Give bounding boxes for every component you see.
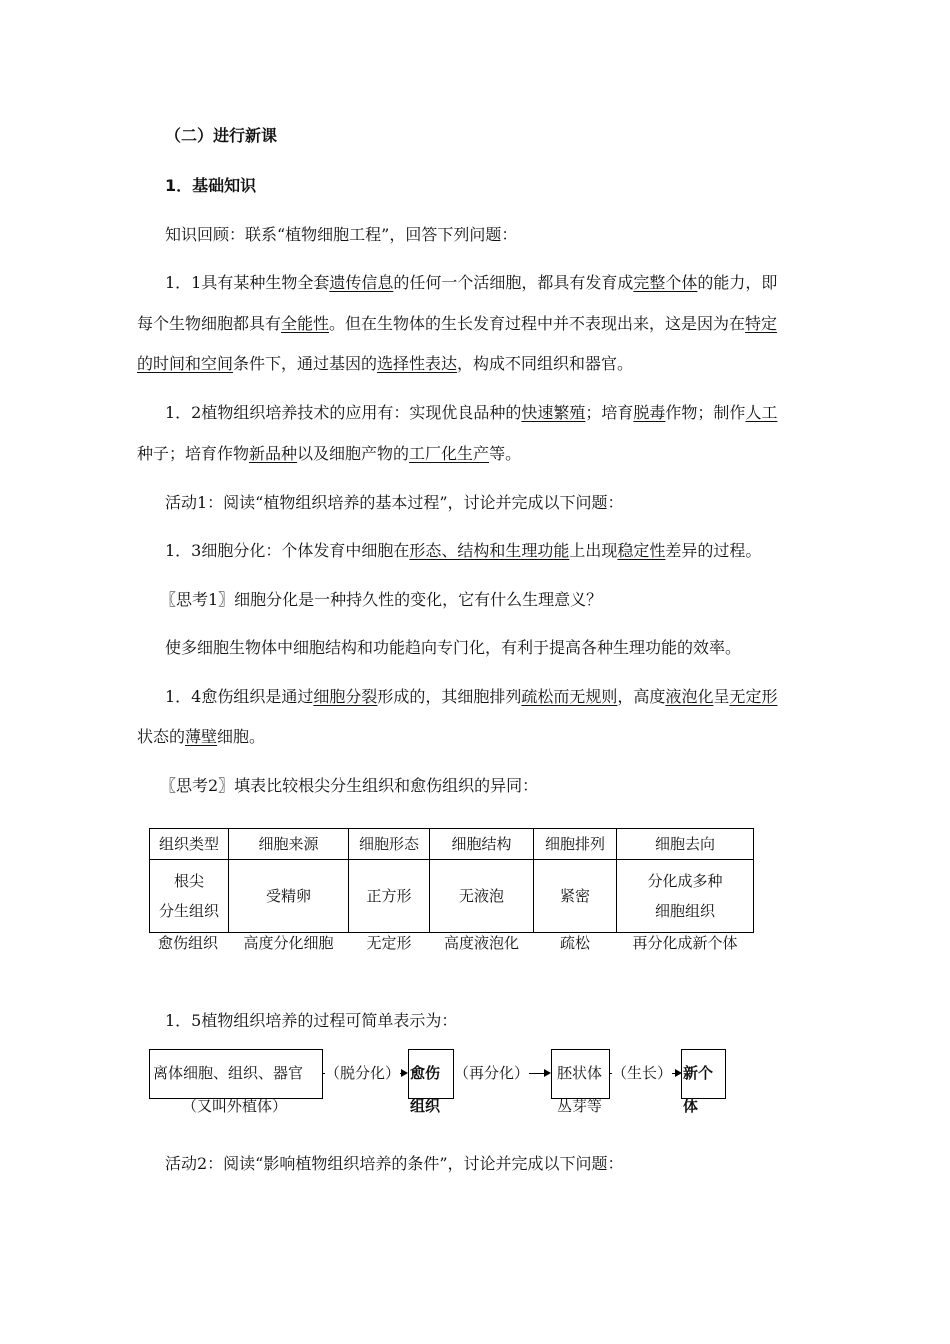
answer-blank: 脱毒 [633, 403, 666, 422]
activity-2: 活动2：阅读“影响植物组织培养的条件”，讨论并完成以下问题： [165, 1154, 624, 1173]
table-cell: 正方形 [349, 860, 430, 933]
flow-note-explant: （又叫外植体） [182, 1097, 288, 1115]
answer-blank: 形态、结构和生理功能 [409, 541, 570, 560]
answer-blank: 选择性表达 [377, 354, 458, 373]
answer-blank: 完整个体 [633, 273, 698, 292]
table-cell: 无定形 [366, 934, 412, 952]
arrowhead-icon [401, 1069, 408, 1077]
think-1-question: 〖思考1〗细胞分化是一种持久性的变化，它有什么生理意义？ [160, 590, 603, 609]
answer-blank: 的时间和空间 [137, 354, 234, 373]
table-cell: 紧密 [534, 860, 617, 933]
answer-blank: 无定形 [729, 687, 778, 706]
table-row-callus [149, 932, 759, 954]
paragraph-1-2-line2: 种子；培育作物新品种以及细胞产物的工厂化生产等。 [137, 444, 522, 463]
paragraph-1-2-line1: 1．2植物组织培养技术的应用有：实现优良品种的快速繁殖；培育脱毒作物；制作人工 [165, 403, 778, 422]
answer-blank: 遗传信息 [329, 273, 394, 292]
think-1-answer: 使多细胞生物体中细胞结构和功能趋向专门化，有利于提高各种生理功能的效率。 [165, 638, 742, 657]
paragraph-1-1-line1: 1．1具有某种生物全套遗传信息的任何一个活细胞，都具有发育成完整个体的能力，即 [165, 273, 778, 292]
answer-blank: 人工 [745, 403, 778, 422]
table-cell: 根尖 分生组织 [150, 860, 229, 933]
paragraph-1-4-line1: 1．4愈伤组织是通过细胞分裂形成的，其细胞排列疏松而无规则，高度液泡化呈无定形 [165, 687, 778, 706]
answer-blank: 特定 [745, 314, 778, 333]
answer-blank: 疏松而无规则 [521, 687, 618, 706]
review-intro: 知识回顾：联系“植物细胞工程”，回答下列问题： [165, 225, 518, 244]
answer-blank: 全能性 [281, 314, 330, 333]
paragraph-1-4-line2: 状态的薄壁细胞。 [137, 727, 266, 746]
table-cell: 疏松 [559, 934, 590, 952]
flow-arrow-label: （生长） [612, 1064, 673, 1082]
table-cell: 受精卵 [229, 860, 349, 933]
table-cell: 愈伤组织 [157, 934, 218, 952]
flow-label-new-individual-a: 新个 [683, 1064, 714, 1082]
answer-blank: 快速繁殖 [521, 403, 586, 422]
paragraph-1-1-line3: 的时间和空间条件下，通过基因的选择性表达，构成不同组织和器官。 [137, 354, 634, 373]
flow-label-callus-b: 组织 [410, 1097, 441, 1115]
think-2-question: 〖思考2〗填表比较根尖分生组织和愈伤组织的异同： [160, 776, 539, 795]
table-header: 细胞形态 [349, 829, 430, 860]
arrowhead-icon [544, 1069, 551, 1077]
flow-label-explant: 离体细胞、组织、器官 [153, 1064, 304, 1082]
comparison-table [149, 828, 754, 933]
flow-label-embryoid: 胚状体 [557, 1064, 603, 1082]
answer-blank: 稳定性 [617, 541, 666, 560]
table-header: 组织类型 [150, 829, 229, 860]
table-header: 细胞来源 [229, 829, 349, 860]
flow-note-embryoid: 丛芽等 [557, 1097, 603, 1115]
table-cell: 分化成多种 细胞组织 [617, 860, 754, 933]
answer-blank: 细胞分裂 [313, 687, 378, 706]
table-cell: 再分化成新个体 [632, 934, 738, 952]
table-header: 细胞排列 [534, 829, 617, 860]
section-heading: （二）进行新课 [165, 126, 278, 145]
answer-blank: 新品种 [249, 444, 298, 463]
flow-label-callus-a: 愈伤 [410, 1064, 441, 1082]
paragraph-1-1-line2: 每个生物细胞都具有全能性。但在生物体的生长发育过程中并不表现出来，这是因为在特定 [137, 314, 778, 333]
flow-arrow-label: （再分化） [454, 1064, 530, 1082]
paragraph-1-5: 1．5植物组织培养的过程可简单表示为： [165, 1011, 458, 1030]
table-row [150, 860, 754, 933]
subsection-heading: 1．基础知识 [165, 176, 257, 195]
answer-blank: 薄壁 [185, 727, 218, 746]
answer-blank: 液泡化 [665, 687, 714, 706]
table-cell: 高度分化细胞 [243, 934, 334, 952]
table-cell: 高度液泡化 [443, 934, 519, 952]
table-header: 细胞结构 [430, 829, 534, 860]
paragraph-1-3: 1．3细胞分化：个体发育中细胞在形态、结构和生理功能上出现稳定性差异的过程。 [165, 541, 762, 560]
activity-1: 活动1：阅读“植物组织培养的基本过程”，讨论并完成以下问题： [165, 493, 624, 512]
answer-blank: 工厂化生产 [409, 444, 490, 463]
table-header-row [150, 829, 754, 860]
flow-label-new-individual-b: 体 [683, 1097, 699, 1115]
flow-arrow-label: （脱分化） [325, 1064, 401, 1082]
table-header: 细胞去向 [617, 829, 754, 860]
table-cell: 无液泡 [430, 860, 534, 933]
